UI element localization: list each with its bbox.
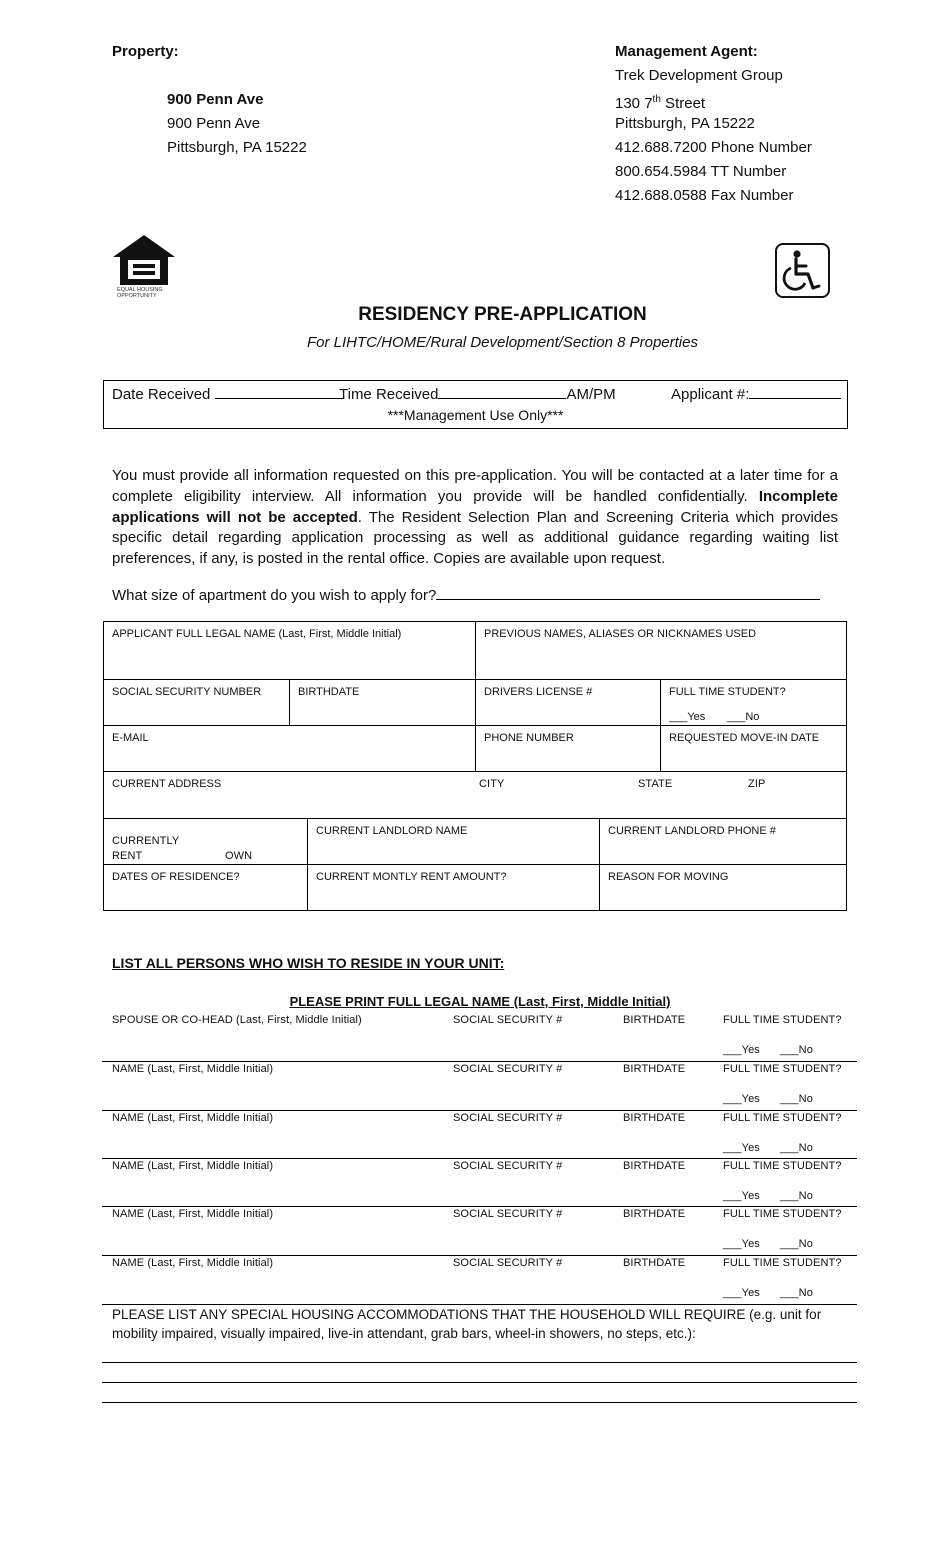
equal-housing-icon xyxy=(111,233,177,301)
member-student-label: FULL TIME STUDENT? xyxy=(723,1160,842,1172)
household-row[interactable] xyxy=(102,1013,857,1062)
phone-number-label: PHONE NUMBER xyxy=(484,732,574,744)
email-label: E-MAIL xyxy=(112,732,149,744)
intro-warning: Incomplete applications will not be accepted xyxy=(112,487,838,526)
ampm-label: AM/PM xyxy=(566,386,616,403)
management-use-box xyxy=(103,380,848,429)
member-name-label: NAME (Last, First, Middle Initial) xyxy=(112,1257,274,1269)
member-student-label: FULL TIME STUDENT? xyxy=(723,1257,842,1269)
applicant-number-input[interactable] xyxy=(749,382,841,399)
current-address-label: CURRENT ADDRESS xyxy=(112,778,222,790)
member-ssn-label: SOCIAL SECURITY # xyxy=(453,1257,563,1269)
member-birthdate-label: BIRTHDATE xyxy=(623,1257,686,1269)
agent-phone: 412.688.7200 Phone Number xyxy=(615,139,812,156)
accommodations-prompt: PLEASE LIST ANY SPECIAL HOUSING ACCOMMODATIONS THAT THE HOUSEHOLD WILL REQUIRE (e.g. unit for mobility impaired, visually impaired, live-in attendant, grab bars, wheel-in showers, no steps, etc.): xyxy=(112,1307,822,1341)
rent-amount-field[interactable] xyxy=(307,864,600,911)
member-name-label: NAME (Last, First, Middle Initial) xyxy=(112,1208,274,1220)
applicant-full-name-label: APPLICANT FULL LEGAL NAME (Last, First, Middle Initial) xyxy=(112,628,402,640)
apartment-size-question: What size of apartment do you wish to apply for? xyxy=(112,587,437,604)
city-label: CITY xyxy=(479,778,505,790)
time-received-field xyxy=(339,382,616,407)
full-time-student-label: FULL TIME STUDENT? xyxy=(669,686,786,698)
household-row[interactable] xyxy=(102,1256,857,1305)
equal-housing-logo xyxy=(111,233,177,301)
state-label: STATE xyxy=(638,778,673,790)
student-yes-option[interactable]: ___Yes xyxy=(669,711,706,723)
move-in-date-label: REQUESTED MOVE-IN DATE xyxy=(669,732,820,744)
household-heading: LIST ALL PERSONS WHO WISH TO RESIDE IN YOUR UNIT: xyxy=(112,955,505,971)
landlord-phone-field[interactable] xyxy=(599,818,847,865)
household-row[interactable] xyxy=(102,1111,857,1159)
apartment-size-input[interactable] xyxy=(436,583,820,600)
agent-street-name: Street xyxy=(660,95,706,112)
intro-text-1: You must provide all information requested on this pre-application. You will be contacted at a later time for a complete eligibility interview. All information you provide will be handled confidentially. xyxy=(112,467,838,505)
print-name-note: PLEASE PRINT FULL LEGAL NAME (Last, First, Middle Initial) xyxy=(289,994,671,1009)
applicant-full-name-field[interactable] xyxy=(103,621,476,680)
accommodations-line-3[interactable] xyxy=(102,1402,857,1403)
accessibility-logo xyxy=(775,243,830,298)
member-student-label: FULL TIME STUDENT? xyxy=(723,1063,842,1075)
member-student-yes[interactable]: ___Yes xyxy=(723,1190,760,1202)
drivers-license-field[interactable] xyxy=(475,679,661,726)
own-option[interactable]: OWN xyxy=(225,850,253,862)
member-student-no[interactable]: ___No xyxy=(780,1093,813,1105)
email-field[interactable] xyxy=(103,725,476,772)
agent-fax: 412.688.0588 Fax Number xyxy=(615,187,794,204)
member-student-no[interactable]: ___No xyxy=(780,1287,813,1299)
date-received-field xyxy=(112,382,343,407)
household-row[interactable] xyxy=(102,1062,857,1111)
member-student-yes[interactable]: ___Yes xyxy=(723,1142,760,1154)
time-received-label: Time Received xyxy=(339,386,439,403)
property-name: 900 Penn Ave xyxy=(167,91,264,108)
accommodations-line-2[interactable] xyxy=(102,1382,857,1383)
landlord-phone-label: CURRENT LANDLORD PHONE # xyxy=(608,825,776,837)
birthdate-field[interactable] xyxy=(289,679,476,726)
svg-text:OPPORTUNITY: OPPORTUNITY xyxy=(117,293,157,299)
member-ssn-label: SOCIAL SECURITY # xyxy=(453,1112,563,1124)
agent-city: Pittsburgh, PA 15222 xyxy=(615,115,755,132)
member-name-label: NAME (Last, First, Middle Initial) xyxy=(112,1160,274,1172)
previous-names-field[interactable] xyxy=(475,621,847,680)
household-row[interactable] xyxy=(102,1207,857,1256)
ssn-field[interactable] xyxy=(103,679,290,726)
student-no-option[interactable]: ___No xyxy=(727,711,760,723)
intro-paragraph xyxy=(112,466,838,570)
member-ssn-label: SOCIAL SECURITY # xyxy=(453,1014,563,1026)
member-student-yes[interactable]: ___Yes xyxy=(723,1238,760,1250)
member-student-no[interactable]: ___No xyxy=(780,1190,813,1202)
page-subtitle: For LIHTC/HOME/Rural Development/Section 8 Properties xyxy=(307,334,698,351)
date-received-label: Date Received xyxy=(112,386,211,403)
member-student-label: FULL TIME STUDENT? xyxy=(723,1208,842,1220)
household-row[interactable] xyxy=(102,1159,857,1207)
member-birthdate-label: BIRTHDATE xyxy=(623,1014,686,1026)
member-student-yes[interactable]: ___Yes xyxy=(723,1044,760,1056)
accommodations-line-1[interactable] xyxy=(102,1362,857,1363)
reason-moving-field[interactable] xyxy=(599,864,847,911)
member-student-no[interactable]: ___No xyxy=(780,1044,813,1056)
agent-heading: Management Agent: xyxy=(615,43,758,60)
member-student-yes[interactable]: ___Yes xyxy=(723,1093,760,1105)
date-received-input[interactable] xyxy=(215,382,343,399)
rent-option[interactable]: RENT xyxy=(112,850,143,862)
full-time-student-field xyxy=(660,679,847,726)
currently-label: CURRENTLY xyxy=(112,835,180,847)
rent-amount-label: CURRENT MONTLY RENT AMOUNT? xyxy=(316,871,507,883)
apartment-size-field xyxy=(112,583,820,608)
dates-residence-label: DATES OF RESIDENCE? xyxy=(112,871,240,883)
time-received-input[interactable] xyxy=(438,382,566,399)
member-ssn-label: SOCIAL SECURITY # xyxy=(453,1208,563,1220)
rent-own-field xyxy=(103,818,308,865)
member-name-label: SPOUSE OR CO-HEAD (Last, First, Middle Initial) xyxy=(112,1014,362,1026)
property-heading: Property: xyxy=(112,43,179,60)
intro-text-2: . The Resident Selection Plan and Screening Criteria which provides specific detail regarding application processing as well as additional guidance regarding waiting list preferences, if any, is posted in the rental office. Copies are available upon request. xyxy=(112,508,838,568)
member-ssn-label: SOCIAL SECURITY # xyxy=(453,1160,563,1172)
agent-company: Trek Development Group xyxy=(615,67,783,84)
member-student-no[interactable]: ___No xyxy=(780,1238,813,1250)
agent-tt: 800.654.5984 TT Number xyxy=(615,163,787,180)
member-birthdate-label: BIRTHDATE xyxy=(623,1063,686,1075)
page-title: RESIDENCY PRE-APPLICATION xyxy=(358,304,647,325)
drivers-license-label: DRIVERS LICENSE # xyxy=(484,686,593,698)
applicant-number-field xyxy=(671,382,841,407)
member-birthdate-label: BIRTHDATE xyxy=(623,1112,686,1124)
member-ssn-label: SOCIAL SECURITY # xyxy=(453,1063,563,1075)
member-student-label: FULL TIME STUDENT? xyxy=(723,1014,842,1026)
property-address-line2: Pittsburgh, PA 15222 xyxy=(167,139,307,156)
member-name-label: NAME (Last, First, Middle Initial) xyxy=(112,1112,274,1124)
landlord-name-label: CURRENT LANDLORD NAME xyxy=(316,825,468,837)
member-student-no[interactable]: ___No xyxy=(780,1142,813,1154)
member-birthdate-label: BIRTHDATE xyxy=(623,1160,686,1172)
agent-street-suffix: th xyxy=(652,94,661,105)
landlord-name-field[interactable] xyxy=(307,818,600,865)
svg-text:EQUAL HOUSING: EQUAL HOUSING xyxy=(117,287,163,293)
applicant-number-label: Applicant #: xyxy=(671,386,750,403)
previous-names-label: PREVIOUS NAMES, ALIASES OR NICKNAMES USED xyxy=(484,628,757,640)
agent-street-number: 130 7 xyxy=(615,95,653,112)
household-list xyxy=(102,1013,857,1305)
phone-number-field[interactable] xyxy=(475,725,661,772)
member-name-label: NAME (Last, First, Middle Initial) xyxy=(112,1063,274,1075)
reason-moving-label: REASON FOR MOVING xyxy=(608,871,729,883)
zip-label: ZIP xyxy=(748,778,766,790)
member-student-label: FULL TIME STUDENT? xyxy=(723,1112,842,1124)
move-in-date-field[interactable] xyxy=(660,725,847,772)
current-address-field[interactable] xyxy=(103,771,847,819)
member-birthdate-label: BIRTHDATE xyxy=(623,1208,686,1220)
ssn-label: SOCIAL SECURITY NUMBER xyxy=(112,686,262,698)
management-use-note: ***Management Use Only*** xyxy=(387,407,564,423)
wheelchair-icon xyxy=(775,243,830,298)
birthdate-label: BIRTHDATE xyxy=(298,686,360,698)
property-address-line1: 900 Penn Ave xyxy=(167,115,261,132)
member-student-yes[interactable]: ___Yes xyxy=(723,1287,760,1299)
dates-residence-field[interactable] xyxy=(103,864,308,911)
